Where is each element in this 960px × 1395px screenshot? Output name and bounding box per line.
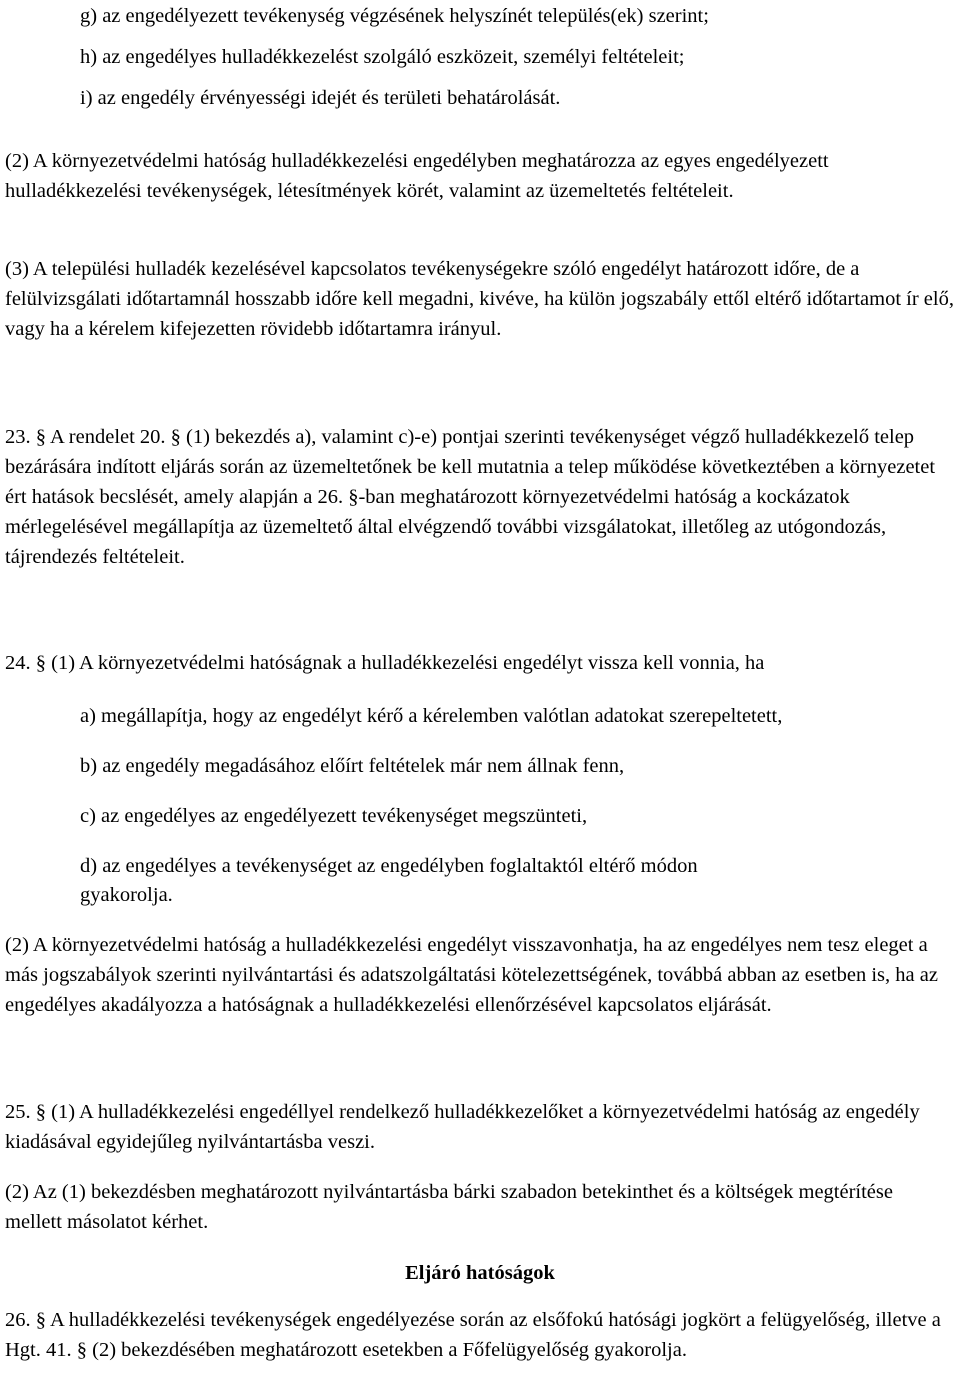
paragraph-25-1: 25. § (1) A hulladékkezelési engedéllyel rendelkező hulladékkezelőket a környezetvédelmi hatóság az engedély kiadásával egyidejűleg nyilvántartásba veszi. — [5, 1101, 920, 1153]
paragraph-25-2: (2) Az (1) bekezdésben meghatározott nyilvántartásba bárki szabadon betekinthet és a költségek megtérítése mellett másolatot kérhet. — [5, 1181, 893, 1233]
list-item-i: i) az engedély érvényességi idejét és területi behatárolását. — [80, 87, 561, 109]
list-item-h: h) az engedélyes hulladékkezelést szolgáló eszközeit, személyi feltételeit; — [80, 46, 685, 68]
paragraph-23: 23. § A rendelet 20. § (1) bekezdés a), valamint c)-e) pontjai szerinti tevékenységet végző hulladékkezelő telep bezárására indított eljárás során az üzemeltetőnek be kell mutatnia a telep működése következtében a környezetet ért hatások becslését, amely alapján a 26. §-ban meghatározott környezetvédelmi hatóság a kockázatok mérlegelésével megállapítja az üzemeltető által elvégzendő további vizsgálatokat, illetőleg az utógondozás, tájrendezés feltételeit. — [5, 426, 936, 568]
section-heading: Eljáró hatóságok — [405, 1262, 555, 1284]
list-item-24-c: c) az engedélyes az engedélyezett tevékenységet megszünteti, — [80, 805, 588, 827]
paragraph-26: 26. § A hulladékkezelési tevékenységek engedélyezése során az elsőfokú hatósági jogkört a felügyelőség, illetve a Hgt. 41. § (2) bekezdésében meghatározott esetekben a Főfelügyelőség gyakorolja. — [5, 1309, 941, 1361]
paragraph-24-1: 24. § (1) A környezetvédelmi hatóságnak a hulladékkezelési engedélyt vissza kell vonnia, ha — [5, 652, 765, 674]
paragraph-22-2: (2) A környezetvédelmi hatóság hulladékkezelési engedélyben meghatározza az egyes engedélyezett hulladékkezelési tevékenységek, létesítmények körét, valamint az üzemeltetés feltételeit. — [5, 150, 829, 202]
list-item-24-d: d) az engedélyes a tevékenységet az engedélyben foglaltaktól eltérő módon — [80, 855, 698, 877]
paragraph-22-3: (3) A települési hulladék kezelésével kapcsolatos tevékenységekre szóló engedélyt határozott időre, de a felülvizsgálati időtartamnál hosszabb időre kell megadni, kivéve, ha külön jogszabály ettől eltérő időtartamot ír elő, vagy ha a kérelem kifejezetten rövidebb időtartamra irányul. — [5, 258, 954, 340]
list-item-g: g) az engedélyezett tevékenység végzésének helyszínét település(ek) szerint; — [80, 5, 709, 27]
list-item-24-d-cont: gyakorolja. — [80, 884, 173, 906]
paragraph-24-2: (2) A környezetvédelmi hatóság a hulladékkezelési engedélyt visszavonhatja, ha az engedélyes nem tesz eleget a más jogszabályok szerinti nyilvántartási és adatszolgáltatási kötelezettségének, továbbá abban az esetben is, ha az engedélyes akadályozza a hatóságnak a hulladékkezelési ellenőrzésével kapcsolatos eljárását. — [5, 934, 938, 1016]
list-item-24-a: a) megállapítja, hogy az engedélyt kérő a kérelemben valótlan adatokat szerepeltetett, — [80, 705, 783, 727]
list-item-24-b: b) az engedély megadásához előírt feltételek már nem állnak fenn, — [80, 755, 625, 777]
